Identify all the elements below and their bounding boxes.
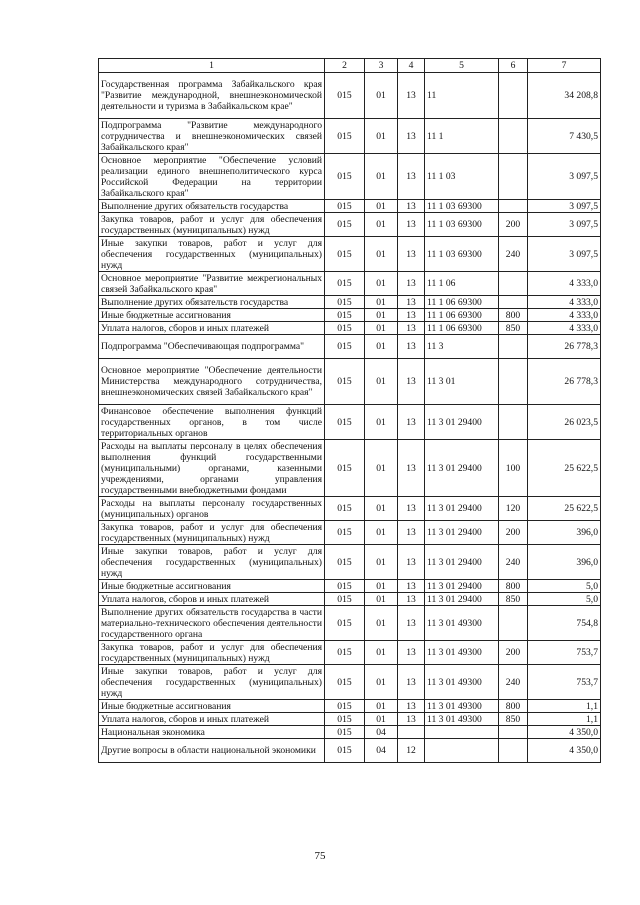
target-article-cell: 11 3 01 29400: [425, 580, 499, 593]
target-article-cell: 11 3 01: [425, 359, 499, 405]
amount-cell: 5,0: [528, 580, 601, 593]
table-row: [99, 237, 601, 272]
section-code-cell: 01: [365, 237, 398, 272]
ministry-code-cell: 015: [325, 200, 365, 213]
subsection-code-cell: 13: [398, 309, 425, 322]
row-name-cell: Подпрограмма "Обеспечивающая подпрограмма": [99, 335, 325, 359]
subsection-code-cell: 13: [398, 593, 425, 606]
expense-type-cell: [499, 200, 528, 213]
section-code-cell: 01: [365, 73, 398, 119]
subsection-code-cell: 13: [398, 713, 425, 726]
table-row: [99, 213, 601, 237]
row-name-cell: Выполнение других обязательств государства: [99, 200, 325, 213]
row-name-cell: Иные закупки товаров, работ и услуг для обеспечения государственных (муниципальных) нужд: [99, 545, 325, 580]
page-number: 75: [314, 850, 326, 862]
target-article-cell: 11 1 06: [425, 272, 499, 296]
row-name-cell: Иные бюджетные ассигнования: [99, 700, 325, 713]
table-row: [99, 405, 601, 440]
target-article-cell: 11 1 03 69300: [425, 237, 499, 272]
ministry-code-cell: 015: [325, 213, 365, 237]
column-header: 2: [325, 59, 365, 73]
section-code-cell: 01: [365, 335, 398, 359]
target-article-cell: 11 1: [425, 119, 499, 154]
column-header: 1: [99, 59, 325, 73]
section-code-cell: 01: [365, 200, 398, 213]
ministry-code-cell: 015: [325, 665, 365, 700]
target-article-cell: 11 3 01 29400: [425, 545, 499, 580]
amount-cell: 25 622,5: [528, 440, 601, 497]
expense-type-cell: 200: [499, 521, 528, 545]
target-article-cell: 11: [425, 73, 499, 119]
section-code-cell: 01: [365, 545, 398, 580]
row-name-cell: Иные закупки товаров, работ и услуг для обеспечения государственных (муниципальных) нужд: [99, 665, 325, 700]
subsection-code-cell: 13: [398, 497, 425, 521]
section-code-cell: 01: [365, 322, 398, 335]
subsection-code-cell: 13: [398, 665, 425, 700]
expense-type-cell: [499, 335, 528, 359]
row-name-cell: Закупка товаров, работ и услуг для обеспечения государственных (муниципальных) нужд: [99, 213, 325, 237]
target-article-cell: 11 1 06 69300: [425, 309, 499, 322]
amount-cell: 1,1: [528, 713, 601, 726]
target-article-cell: 11 3 01 29400: [425, 497, 499, 521]
ministry-code-cell: 015: [325, 440, 365, 497]
amount-cell: 26 778,3: [528, 359, 601, 405]
expense-type-cell: [499, 154, 528, 200]
column-header: 4: [398, 59, 425, 73]
subsection-code-cell: 13: [398, 322, 425, 335]
ministry-code-cell: 015: [325, 335, 365, 359]
table-row: [99, 545, 601, 580]
amount-cell: 5,0: [528, 593, 601, 606]
section-code-cell: 01: [365, 521, 398, 545]
row-name-cell: Подпрограмма "Развитие международного сотрудничества и внешнеэкономических связей Забайкальского края": [99, 119, 325, 154]
table-row: [99, 665, 601, 700]
subsection-code-cell: 13: [398, 359, 425, 405]
target-article-cell: 11 3: [425, 335, 499, 359]
table-body: [99, 73, 601, 763]
expense-type-cell: [499, 119, 528, 154]
ministry-code-cell: 015: [325, 739, 365, 763]
table-row: [99, 641, 601, 665]
amount-cell: 4 333,0: [528, 272, 601, 296]
amount-cell: 1,1: [528, 700, 601, 713]
section-code-cell: 01: [365, 359, 398, 405]
target-article-cell: 11 3 01 49300: [425, 641, 499, 665]
section-code-cell: 01: [365, 296, 398, 309]
section-code-cell: 01: [365, 309, 398, 322]
subsection-code-cell: 13: [398, 272, 425, 296]
section-code-cell: 01: [365, 580, 398, 593]
subsection-code-cell: 12: [398, 739, 425, 763]
target-article-cell: 11 1 03: [425, 154, 499, 200]
amount-cell: 754,8: [528, 606, 601, 641]
subsection-code-cell: 13: [398, 545, 425, 580]
expense-type-cell: [499, 73, 528, 119]
section-code-cell: 01: [365, 272, 398, 296]
row-name-cell: Уплата налогов, сборов и иных платежей: [99, 593, 325, 606]
expense-type-cell: [499, 726, 528, 739]
ministry-code-cell: 015: [325, 726, 365, 739]
table-row: [99, 73, 601, 119]
amount-cell: 3 097,5: [528, 200, 601, 213]
table-row: [99, 119, 601, 154]
ministry-code-cell: 015: [325, 272, 365, 296]
expense-type-cell: [499, 359, 528, 405]
column-header: 7: [528, 59, 601, 73]
row-name-cell: Расходы на выплаты персоналу государственных (муниципальных) органов: [99, 497, 325, 521]
ministry-code-cell: 015: [325, 359, 365, 405]
amount-cell: 7 430,5: [528, 119, 601, 154]
section-code-cell: 01: [365, 700, 398, 713]
section-code-cell: 01: [365, 665, 398, 700]
row-name-cell: Финансовое обеспечение выполнения функций государственных органов, в том числе территориальных органов: [99, 405, 325, 440]
subsection-code-cell: 13: [398, 213, 425, 237]
row-name-cell: Иные бюджетные ассигнования: [99, 580, 325, 593]
table-header-row: [99, 59, 601, 73]
table-row: [99, 322, 601, 335]
expense-type-cell: 100: [499, 440, 528, 497]
expense-type-cell: 200: [499, 213, 528, 237]
target-article-cell: 11 1 06 69300: [425, 296, 499, 309]
subsection-code-cell: 13: [398, 700, 425, 713]
section-code-cell: 01: [365, 593, 398, 606]
expense-type-cell: 240: [499, 545, 528, 580]
expense-type-cell: 800: [499, 700, 528, 713]
subsection-code-cell: 13: [398, 335, 425, 359]
subsection-code-cell: 13: [398, 606, 425, 641]
row-name-cell: Уплата налогов, сборов и иных платежей: [99, 713, 325, 726]
ministry-code-cell: 015: [325, 580, 365, 593]
section-code-cell: 01: [365, 213, 398, 237]
row-name-cell: Иные закупки товаров, работ и услуг для обеспечения государственных (муниципальных) нужд: [99, 237, 325, 272]
subsection-code-cell: 13: [398, 73, 425, 119]
column-header: 5: [425, 59, 499, 73]
section-code-cell: 01: [365, 119, 398, 154]
target-article-cell: 11 3 01 49300: [425, 665, 499, 700]
row-name-cell: Основное мероприятие "Обеспечение условий реализации единого внешнеполитического курса Российской Федерации на территории Забайкальского края": [99, 154, 325, 200]
ministry-code-cell: 015: [325, 309, 365, 322]
target-article-cell: [425, 726, 499, 739]
target-article-cell: 11 3 01 29400: [425, 440, 499, 497]
amount-cell: 3 097,5: [528, 213, 601, 237]
row-name-cell: Основное мероприятие "Развитие межрегиональных связей Забайкальского края": [99, 272, 325, 296]
table-row: [99, 726, 601, 739]
subsection-code-cell: 13: [398, 405, 425, 440]
expense-type-cell: 850: [499, 593, 528, 606]
expense-type-cell: [499, 296, 528, 309]
amount-cell: 4 350,0: [528, 726, 601, 739]
row-name-cell: Уплата налогов, сборов и иных платежей: [99, 322, 325, 335]
ministry-code-cell: 015: [325, 545, 365, 580]
amount-cell: 4 333,0: [528, 296, 601, 309]
table-row: [99, 739, 601, 763]
table-row: [99, 700, 601, 713]
ministry-code-cell: 015: [325, 154, 365, 200]
ministry-code-cell: 015: [325, 713, 365, 726]
row-name-cell: Расходы на выплаты персоналу в целях обеспечения выполнения функций государственными (муниципальными) органами, казенными учреждениями, органами управления государственными внебюджетными фондами: [99, 440, 325, 497]
row-name-cell: Закупка товаров, работ и услуг для обеспечения государственных (муниципальных) нужд: [99, 641, 325, 665]
table-row: [99, 521, 601, 545]
target-article-cell: 11 1 06 69300: [425, 322, 499, 335]
expense-type-cell: 800: [499, 309, 528, 322]
expense-type-cell: [499, 739, 528, 763]
amount-cell: 753,7: [528, 665, 601, 700]
section-code-cell: 01: [365, 497, 398, 521]
table-row: [99, 440, 601, 497]
section-code-cell: 01: [365, 606, 398, 641]
amount-cell: 3 097,5: [528, 237, 601, 272]
budget-table: [98, 58, 601, 763]
row-name-cell: Другие вопросы в области национальной экономики: [99, 739, 325, 763]
amount-cell: 3 097,5: [528, 154, 601, 200]
table-row: [99, 713, 601, 726]
column-header: 3: [365, 59, 398, 73]
ministry-code-cell: 015: [325, 521, 365, 545]
target-article-cell: 11 1 03 69300: [425, 213, 499, 237]
section-code-cell: 01: [365, 440, 398, 497]
ministry-code-cell: 015: [325, 73, 365, 119]
amount-cell: 396,0: [528, 545, 601, 580]
target-article-cell: 11 3 01 49300: [425, 700, 499, 713]
table-row: [99, 272, 601, 296]
table-row: [99, 580, 601, 593]
expense-type-cell: [499, 272, 528, 296]
table-row: [99, 309, 601, 322]
section-code-cell: 04: [365, 739, 398, 763]
subsection-code-cell: [398, 726, 425, 739]
section-code-cell: 04: [365, 726, 398, 739]
section-code-cell: 01: [365, 154, 398, 200]
amount-cell: 34 208,8: [528, 73, 601, 119]
document-page: [98, 58, 600, 763]
ministry-code-cell: 015: [325, 606, 365, 641]
ministry-code-cell: 015: [325, 405, 365, 440]
subsection-code-cell: 13: [398, 119, 425, 154]
expense-type-cell: 800: [499, 580, 528, 593]
section-code-cell: 01: [365, 405, 398, 440]
table-row: [99, 606, 601, 641]
table-row: [99, 296, 601, 309]
subsection-code-cell: 13: [398, 641, 425, 665]
ministry-code-cell: 015: [325, 322, 365, 335]
section-code-cell: 01: [365, 641, 398, 665]
table-row: [99, 200, 601, 213]
expense-type-cell: [499, 405, 528, 440]
table-row: [99, 154, 601, 200]
section-code-cell: 01: [365, 713, 398, 726]
target-article-cell: 11 3 01 49300: [425, 606, 499, 641]
expense-type-cell: 200: [499, 641, 528, 665]
row-name-cell: Государственная программа Забайкальского края "Развитие международной, внешнеэкономической деятельности и туризма в Забайкальском крае": [99, 73, 325, 119]
target-article-cell: 11 3 01 29400: [425, 593, 499, 606]
subsection-code-cell: 13: [398, 154, 425, 200]
ministry-code-cell: 015: [325, 296, 365, 309]
table-row: [99, 497, 601, 521]
row-name-cell: Выполнение других обязательств государства в части материально-технического обеспечения деятельности государственного органа: [99, 606, 325, 641]
ministry-code-cell: 015: [325, 641, 365, 665]
ministry-code-cell: 015: [325, 119, 365, 154]
amount-cell: 25 622,5: [528, 497, 601, 521]
amount-cell: 753,7: [528, 641, 601, 665]
row-name-cell: Иные бюджетные ассигнования: [99, 309, 325, 322]
table-row: [99, 335, 601, 359]
amount-cell: 26 778,3: [528, 335, 601, 359]
table-row: [99, 593, 601, 606]
amount-cell: 4 333,0: [528, 322, 601, 335]
subsection-code-cell: 13: [398, 521, 425, 545]
subsection-code-cell: 13: [398, 237, 425, 272]
amount-cell: 396,0: [528, 521, 601, 545]
subsection-code-cell: 13: [398, 200, 425, 213]
ministry-code-cell: 015: [325, 237, 365, 272]
target-article-cell: [425, 739, 499, 763]
row-name-cell: Закупка товаров, работ и услуг для обеспечения государственных (муниципальных) нужд: [99, 521, 325, 545]
expense-type-cell: [499, 606, 528, 641]
row-name-cell: Национальная экономика: [99, 726, 325, 739]
expense-type-cell: 240: [499, 665, 528, 700]
amount-cell: 4 350,0: [528, 739, 601, 763]
table-row: [99, 359, 601, 405]
ministry-code-cell: 015: [325, 700, 365, 713]
target-article-cell: 11 3 01 29400: [425, 405, 499, 440]
expense-type-cell: 240: [499, 237, 528, 272]
row-name-cell: Основное мероприятие "Обеспечение деятельности Министерства международного сотрудничества, внешнеэкономических связей Забайкальского края": [99, 359, 325, 405]
subsection-code-cell: 13: [398, 296, 425, 309]
column-header: 6: [499, 59, 528, 73]
target-article-cell: 11 1 03 69300: [425, 200, 499, 213]
row-name-cell: Выполнение других обязательств государства: [99, 296, 325, 309]
target-article-cell: 11 3 01 29400: [425, 521, 499, 545]
subsection-code-cell: 13: [398, 440, 425, 497]
ministry-code-cell: 015: [325, 497, 365, 521]
amount-cell: 4 333,0: [528, 309, 601, 322]
ministry-code-cell: 015: [325, 593, 365, 606]
expense-type-cell: 850: [499, 322, 528, 335]
amount-cell: 26 023,5: [528, 405, 601, 440]
target-article-cell: 11 3 01 49300: [425, 713, 499, 726]
subsection-code-cell: 13: [398, 580, 425, 593]
expense-type-cell: 120: [499, 497, 528, 521]
expense-type-cell: 850: [499, 713, 528, 726]
